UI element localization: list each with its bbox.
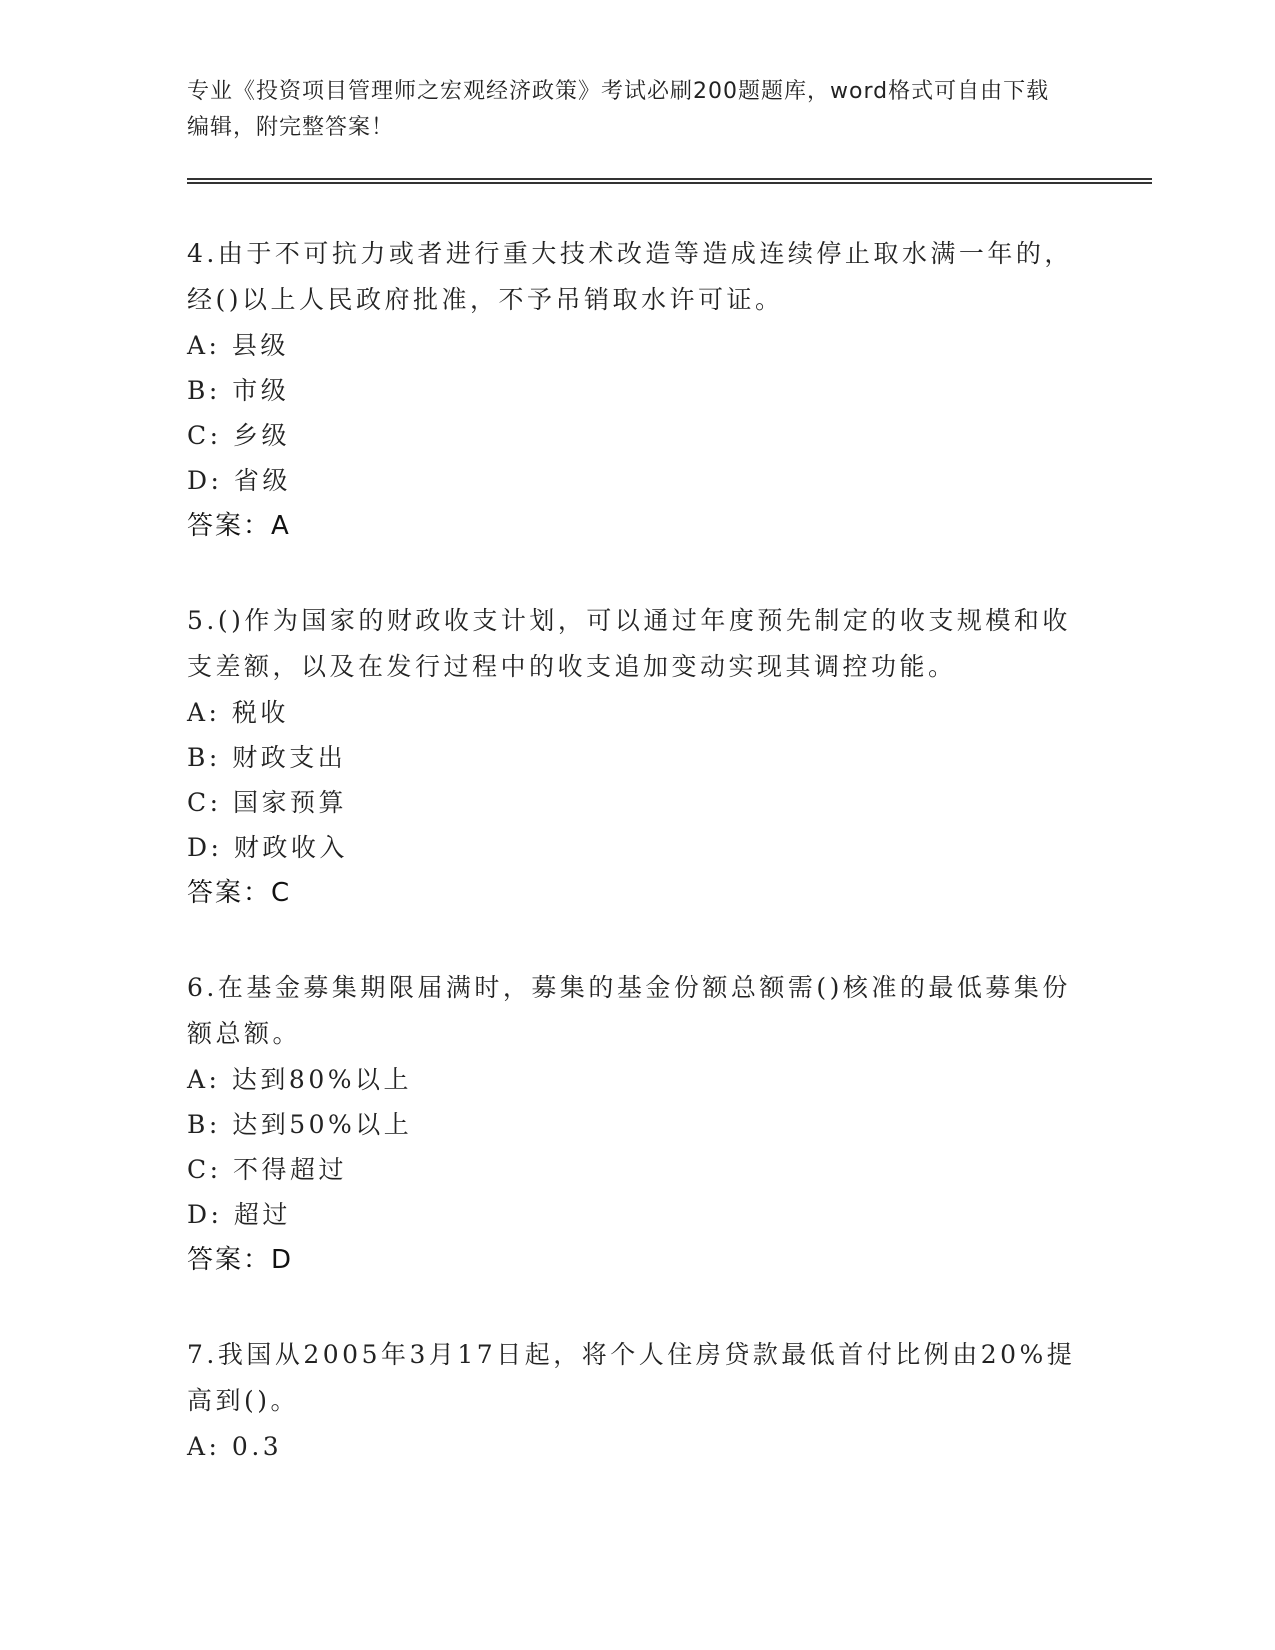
answer-line: 答案：A	[187, 511, 291, 541]
option-c: C: 乡级	[187, 421, 290, 450]
question-item	[187, 598, 1087, 916]
question-stem: 6.在基金募集期限届满时，募集的基金份额总额需()核准的最低募集份额总额。	[187, 973, 1071, 1048]
option-a: A: 县级	[187, 331, 289, 360]
question-item	[187, 965, 1087, 1283]
option-d: D: 超过	[187, 1200, 291, 1229]
header-divider	[187, 178, 1152, 184]
option-d: D: 省级	[187, 466, 291, 495]
question-stem: 4.由于不可抗力或者进行重大技术改造等造成连续停止取水满一年的，经()以上人民政府批准，不予吊销取水许可证。	[187, 239, 1073, 314]
option-d: D: 财政收入	[187, 833, 348, 862]
option-a: A: 达到80%以上	[187, 1065, 412, 1094]
option-a: A: 0.3	[187, 1432, 283, 1461]
option-b: B: 财政支出	[187, 743, 347, 772]
question-item	[187, 231, 1087, 549]
option-c: C: 国家预算	[187, 788, 347, 817]
question-stem: 5.()作为国家的财政收支计划，可以通过年度预先制定的收支规模和收支差额，以及在发行过程中的收支追加变动实现其调控功能。	[187, 606, 1071, 681]
option-a: A: 税收	[187, 698, 289, 727]
answer-line: 答案：D	[187, 1245, 294, 1275]
question-list	[187, 231, 1087, 1518]
question-stem: 7.我国从2005年3月17日起，将个人住房贷款最低首付比例由20%提高到()。	[187, 1340, 1076, 1415]
option-c: C: 不得超过	[187, 1155, 347, 1184]
option-b: B: 达到50%以上	[187, 1110, 413, 1139]
answer-line: 答案：C	[187, 878, 292, 908]
document-header: 专业《投资项目管理师之宏观经济政策》考试必刷200题题库，word格式可自由下载编辑，附完整答案！	[187, 79, 1050, 140]
question-item	[187, 1332, 1087, 1469]
option-b: B: 市级	[187, 376, 290, 405]
